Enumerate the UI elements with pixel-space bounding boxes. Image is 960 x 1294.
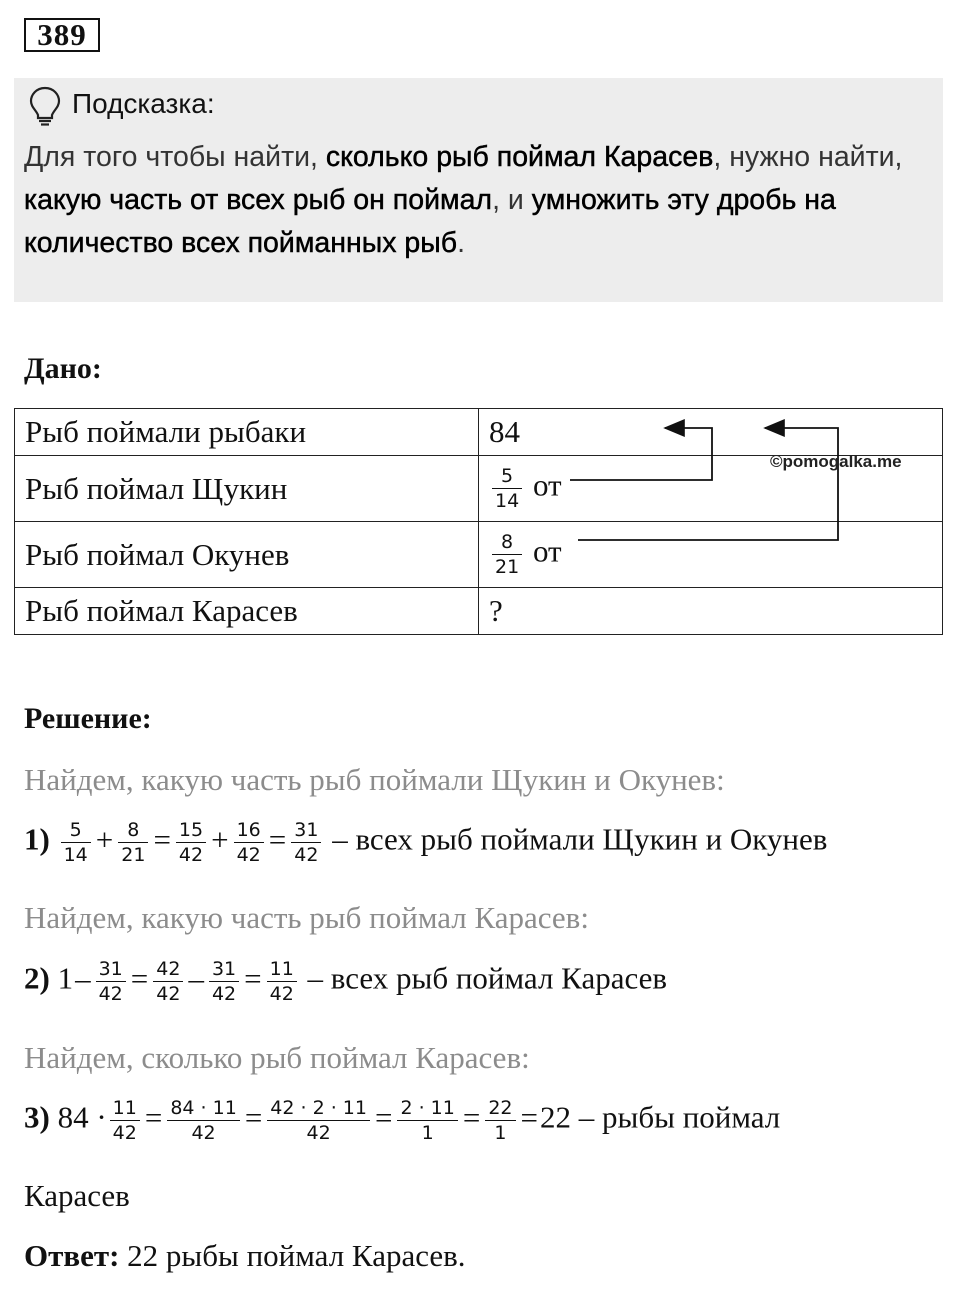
hint-text: Для того чтобы найти, сколько рыб поймал Карасев, нужно найти, какую часть от всех рыб он поймал, и умножить эту дробь на количество всех пойманных рыб. xyxy=(24,141,903,259)
step3-continuation: Карасев xyxy=(24,1178,130,1213)
row-label: Рыб поймал Щукин xyxy=(15,456,479,522)
row-value: 84 xyxy=(479,409,943,456)
fraction: $\frac{5}{14}$ xyxy=(492,464,522,513)
arrow-okunev xyxy=(578,428,838,540)
row-value: ? xyxy=(479,588,943,635)
fraction: $\frac{8}{21}$ xyxy=(492,530,522,579)
step3-intro: Найдем, сколько рыб поймал Карасев: xyxy=(24,1040,530,1075)
row-value: $\frac{5}{14}$ от xyxy=(479,456,943,522)
row-label: Рыб поймали рыбаки xyxy=(15,409,479,456)
step1-line: 1) $\frac{5}{14}$ + $\frac{8}{21}$ = $\frac{15}{42}$ + $\frac{16}{42}$ = $\frac{31}{42}$ – всех рыб поймали Щукин и Окунев xyxy=(24,819,828,866)
row-label: Рыб поймал Окунев xyxy=(15,522,479,588)
row-label: Рыб поймал Карасев xyxy=(15,588,479,635)
hint-title: Подсказка: xyxy=(72,88,215,119)
step3-line: 3) 84 · $\frac{11}{42}$ = $\frac{84 \cdot 11}{42}$ = $\frac{42 \cdot 2 \cdot 11}{42}$ = $\frac{2 \cdot 11}{1}$ = $\frac{22}{1}$ =22 – рыбы поймал xyxy=(24,1097,781,1144)
given-label: Дано: xyxy=(24,352,102,385)
task-number: 389 xyxy=(24,18,100,52)
step2-intro: Найдем, какую часть рыб поймал Карасев: xyxy=(24,900,589,935)
step1-intro: Найдем, какую часть рыб поймали Щукин и Окунев: xyxy=(24,762,725,797)
watermark: ©pomogalka.me xyxy=(770,452,902,471)
answer-line: Ответ: 22 рыбы поймал Карасев. xyxy=(24,1238,466,1273)
row-value: $\frac{8}{21}$ от xyxy=(479,522,943,588)
arrow-shchukin xyxy=(570,428,712,480)
solution-label: Решение: xyxy=(24,702,152,735)
step2-line: 2) 1– $\frac{31}{42}$ = $\frac{42}{42}$ – $\frac{31}{42}$ = $\frac{11}{42}$ – всех рыб поймал Карасев xyxy=(24,958,667,1005)
